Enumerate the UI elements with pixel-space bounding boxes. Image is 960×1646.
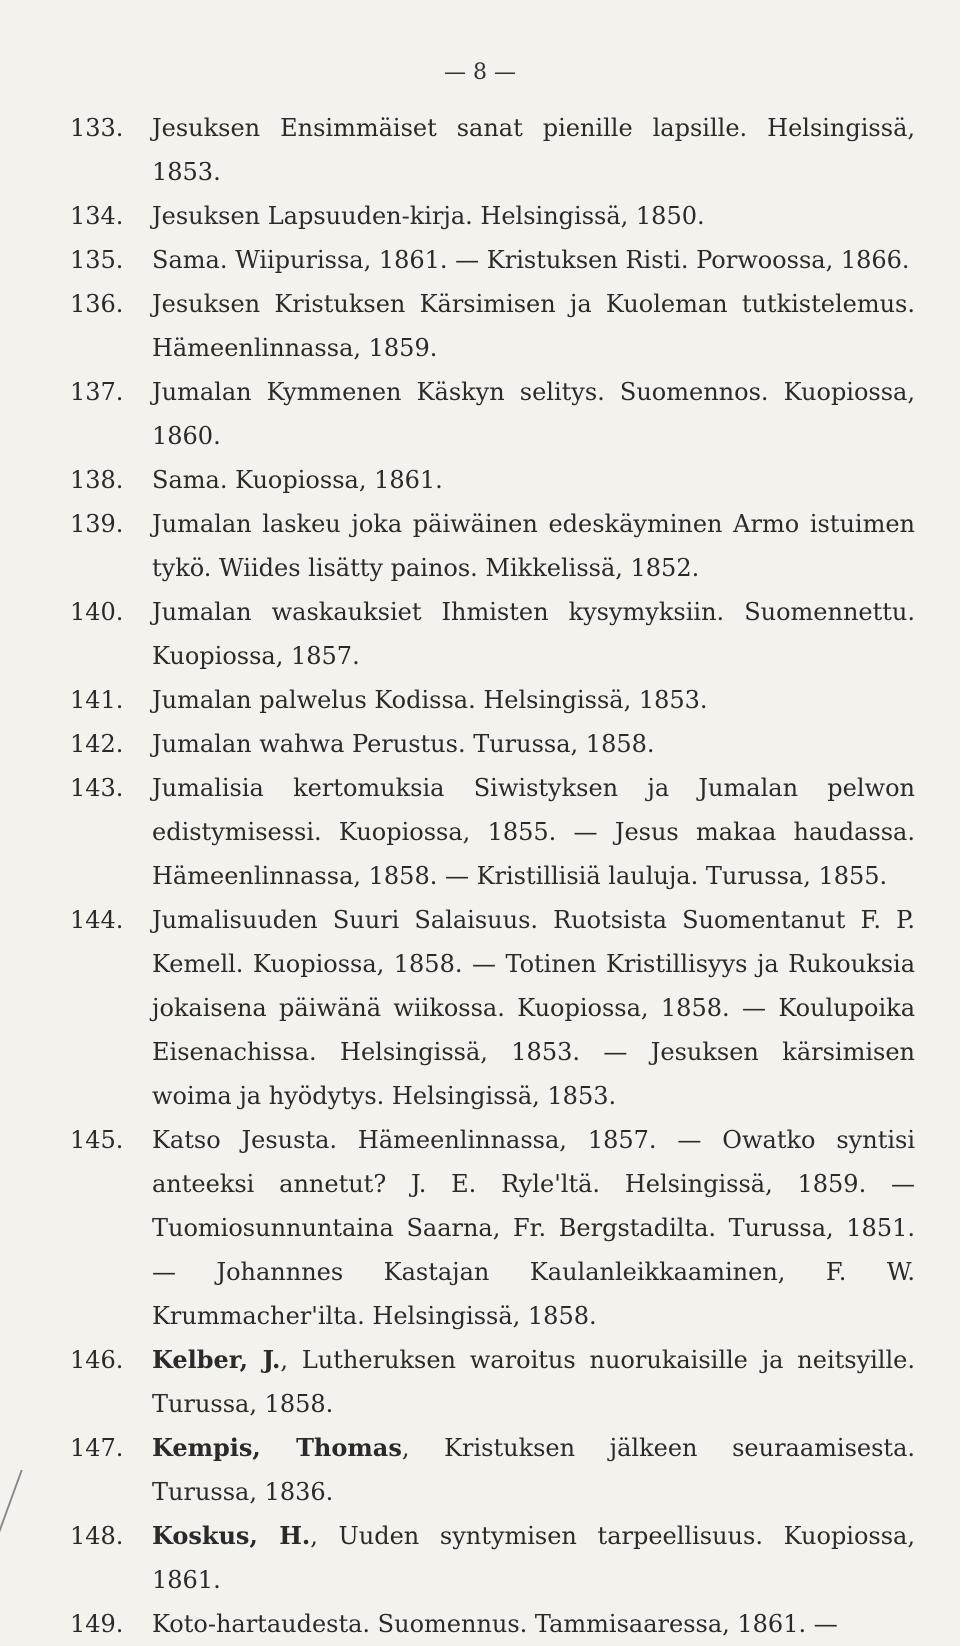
list-item xyxy=(70,194,915,238)
entry-number: 147. xyxy=(70,1434,124,1462)
list-item xyxy=(70,238,915,282)
entry-body: Sama. Wiipurissa, 1861. — Kristuksen Risti. Porwoossa, 1866. xyxy=(152,246,910,274)
page-edge-mark xyxy=(0,1470,45,1540)
entry-body: Jumalan wahwa Perustus. Turussa, 1858. xyxy=(152,730,655,758)
entry-number: 142. xyxy=(70,730,124,758)
entry-text xyxy=(152,282,915,370)
entry-number: 143. xyxy=(70,774,124,802)
entry-number: 138. xyxy=(70,466,124,494)
entry-text xyxy=(152,238,915,282)
entry-number: 140. xyxy=(70,598,124,626)
entry-text xyxy=(152,1514,915,1602)
entry-body: Jumalisia kertomuksia Siwistyksen ja Jumalan pelwon edistymisessi. Kuopiossa, 1855. — Jesus makaa haudassa. Hämeenlinnassa, 1858. — Kristillisiä lauluja. Turussa, 1855. xyxy=(152,774,915,890)
entry-text xyxy=(152,1426,915,1514)
bibliography-list xyxy=(70,106,915,1646)
list-item xyxy=(70,678,915,722)
list-item xyxy=(70,722,915,766)
entry-body: Jumalan waskauksiet Ihmisten kysymyksiin. Suomennettu. Kuopiossa, 1857. xyxy=(152,598,915,670)
list-item xyxy=(70,106,915,194)
list-item xyxy=(70,1514,915,1602)
entry-text xyxy=(152,106,915,194)
entry-number: 134. xyxy=(70,202,124,230)
entry-text xyxy=(152,370,915,458)
entry-text xyxy=(152,1602,915,1646)
entry-text xyxy=(152,678,915,722)
list-item xyxy=(70,1602,915,1646)
entry-text xyxy=(152,898,915,1118)
entry-body: Jesuksen Lapsuuden-kirja. Helsingissä, 1850. xyxy=(152,202,705,230)
entry-number: 146. xyxy=(70,1346,124,1374)
entry-text xyxy=(152,194,915,238)
entry-body: Koto-hartaudesta. Suomennus. Tammisaaressa, 1861. — xyxy=(152,1610,838,1638)
entry-text xyxy=(152,722,915,766)
entry-number: 148. xyxy=(70,1522,124,1550)
entry-body: Jesuksen Ensimmäiset sanat pienille lapsille. Helsingissä, 1853. xyxy=(152,114,915,186)
list-item xyxy=(70,458,915,502)
entry-number: 149. xyxy=(70,1610,124,1638)
entry-body: Jumalan Kymmenen Käskyn selitys. Suomennos. Kuopiossa, 1860. xyxy=(152,378,915,450)
entry-body: , Uuden syntymisen tarpeellisuus. Kuopiossa, 1861. xyxy=(152,1522,915,1594)
list-item xyxy=(70,1426,915,1514)
entry-number: 136. xyxy=(70,290,124,318)
entry-body: Jumalan laskeu joka päiwäinen edeskäyminen Armo istuimen tykö. Wiides lisätty painos. Mikkelissä, 1852. xyxy=(152,510,915,582)
entry-number: 141. xyxy=(70,686,124,714)
entry-body: Jumalisuuden Suuri Salaisuus. Ruotsista Suomentanut F. P. Kemell. Kuopiossa, 1858. — Totinen Kristillisyys ja Rukouksia jokaisena päiwänä wiikossa. Kuopiossa, 1858. — Koulupoika Eisenachissa. Helsingissä, 1853. — Jesuksen kärsimisen woima ja hyödytys. Helsingissä, 1853. xyxy=(152,906,915,1110)
list-item xyxy=(70,590,915,678)
entry-body: Jesuksen Kristuksen Kärsimisen ja Kuoleman tutkistelemus. Hämeenlinnassa, 1859. xyxy=(152,290,915,362)
entry-body: Jumalan palwelus Kodissa. Helsingissä, 1853. xyxy=(152,686,708,714)
entry-body: Sama. Kuopiossa, 1861. xyxy=(152,466,443,494)
entry-number: 137. xyxy=(70,378,124,406)
list-item xyxy=(70,502,915,590)
list-item xyxy=(70,898,915,1118)
entry-body: , Lutheruksen waroitus nuorukaisille ja neitsyille. Turussa, 1858. xyxy=(152,1346,915,1418)
entry-text xyxy=(152,1338,915,1426)
entry-body: Katso Jesusta. Hämeenlinnassa, 1857. — Owatko syntisi anteeksi annetut? J. E. Ryle'ltä. Helsingissä, 1859. — Tuomiosunnuntaina Saarna, Fr. Bergstadilta. Turussa, 1851. — Johannnes Kastajan Kaulanleikkaaminen, F. W. Krummacher'ilta. Helsingissä, 1858. xyxy=(152,1126,915,1330)
list-item xyxy=(70,1118,915,1338)
entry-author: Kelber, J. xyxy=(152,1345,281,1374)
list-item xyxy=(70,1338,915,1426)
entry-author: Koskus, H. xyxy=(152,1521,311,1550)
entry-body: , Kristuksen jälkeen seuraamisesta. Turussa, 1836. xyxy=(152,1434,916,1506)
entry-number: 145. xyxy=(70,1126,124,1154)
list-item xyxy=(70,370,915,458)
list-item xyxy=(70,282,915,370)
entry-text xyxy=(152,502,915,590)
list-item xyxy=(70,766,915,898)
entry-text xyxy=(152,590,915,678)
entry-author: Kempis, Thomas xyxy=(152,1433,402,1462)
entry-number: 135. xyxy=(70,246,124,274)
page-number: — 8 — xyxy=(444,60,516,85)
entry-number: 144. xyxy=(70,906,124,934)
entry-text xyxy=(152,458,915,502)
entry-text xyxy=(152,1118,915,1338)
entry-number: 139. xyxy=(70,510,124,538)
entry-text xyxy=(152,766,915,898)
entry-number: 133. xyxy=(70,114,124,142)
